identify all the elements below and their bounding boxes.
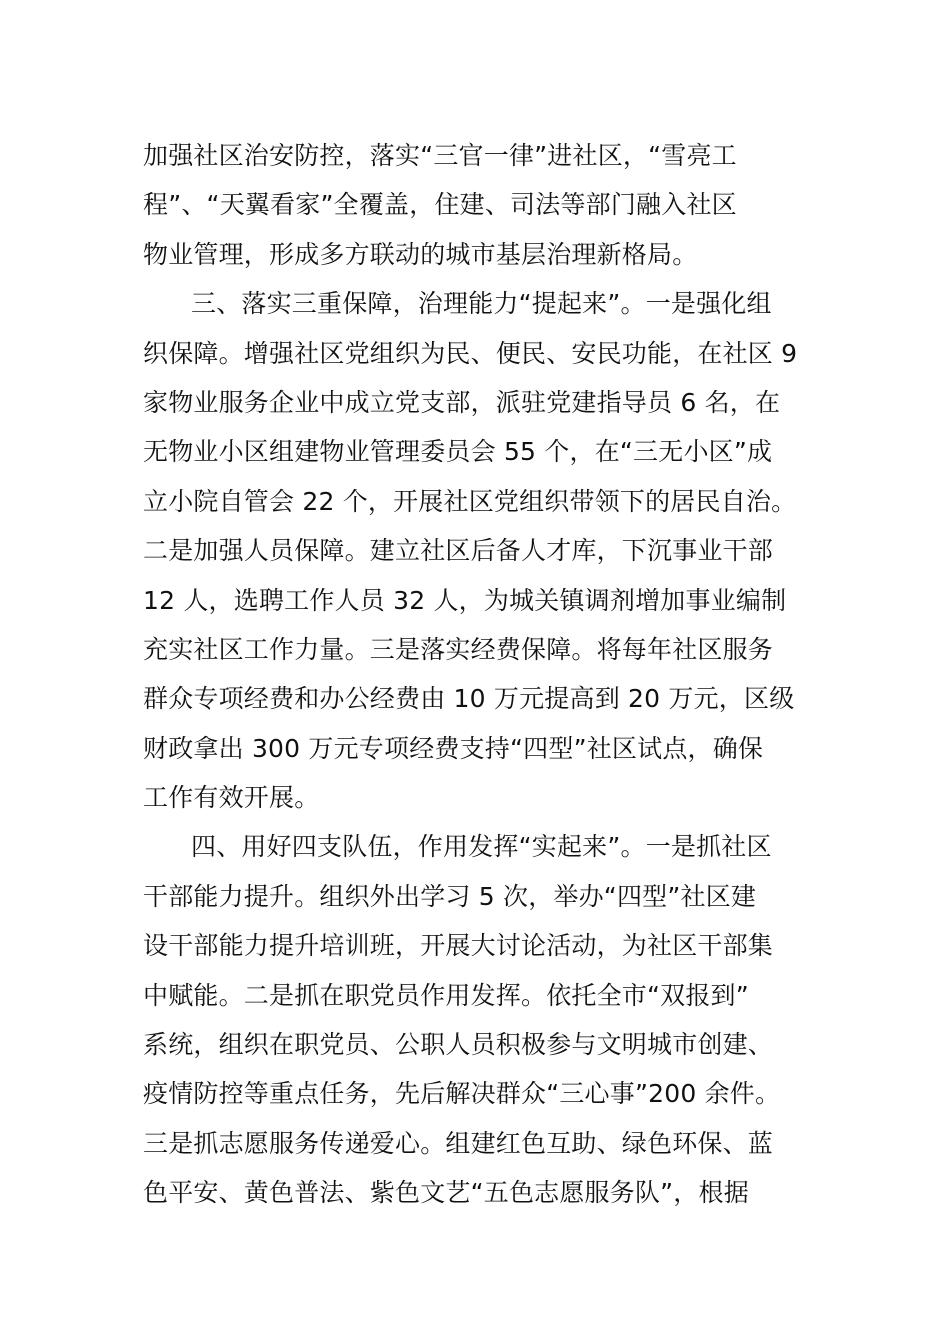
text-line: 疫情防控等重点任务，先后解决群众“三心事”200 余件。 [143, 1079, 781, 1109]
document-body [143, 131, 823, 1218]
text-line: 中赋能。二是抓在职党员作用发挥。依托全市“双报到” [143, 980, 749, 1010]
text-line: 工作有效开展。 [143, 783, 320, 813]
text-line: 程”、“天翼看家”全覆盖，住建、司法等部门融入社区 [143, 190, 737, 220]
paragraph-three-heading-line: 三、落实三重保障，治理能力“提起来”。一是强化组 [191, 289, 772, 319]
text-line: 物业管理，形成多方联动的城市基层治理新格局。 [143, 239, 698, 269]
text-line: 无物业小区组建物业管理委员会 55 个，在“三无小区”成 [143, 437, 773, 467]
text-line: 加强社区治安防控，落实“三官一律”进社区，“雪亮工 [143, 141, 737, 170]
text-line: 织保障。增强社区党组织为民、便民、安民功能，在社区 9 [143, 338, 798, 368]
paragraph-four-heading-line: 四、用好四支队伍，作用发挥“实起来”。一是抓社区 [191, 832, 772, 862]
text-line: 干部能力提升。组织外出学习 5 次，举办“四型”社区建 [143, 881, 757, 911]
text-line: 充实社区工作力量。三是落实经费保障。将每年社区服务 [143, 634, 774, 664]
text-line: 设干部能力提升培训班，开展大讨论活动，为社区干部集 [143, 931, 774, 961]
text-line: 群众专项经费和办公经费由 10 万元提高到 20 万元，区级 [143, 684, 795, 714]
text-line: 财政拿出 300 万元专项经费支持“四型”社区试点，确保 [143, 733, 764, 763]
text-line: 二是加强人员保障。建立社区后备人才库，下沉事业干部 [143, 536, 774, 566]
text-line: 系统，组织在职党员、公职人员积极参与文明城市创建、 [143, 1030, 774, 1060]
text-line: 色平安、黄色普法、紫色文艺“五色志愿服务队”，根据 [143, 1178, 749, 1208]
text-line: 三是抓志愿服务传递爱心。组建红色互助、绿色环保、蓝 [143, 1128, 774, 1158]
text-line: 家物业服务企业中成立党支部，派驻党建指导员 6 名，在 [143, 387, 781, 417]
text-line: 12 人，选聘工作人员 32 人，为城关镇调剂增加事业编制 [143, 585, 787, 615]
text-line: 立小院自管会 22 个，开展社区党组织带领下的居民自治。 [143, 486, 797, 516]
